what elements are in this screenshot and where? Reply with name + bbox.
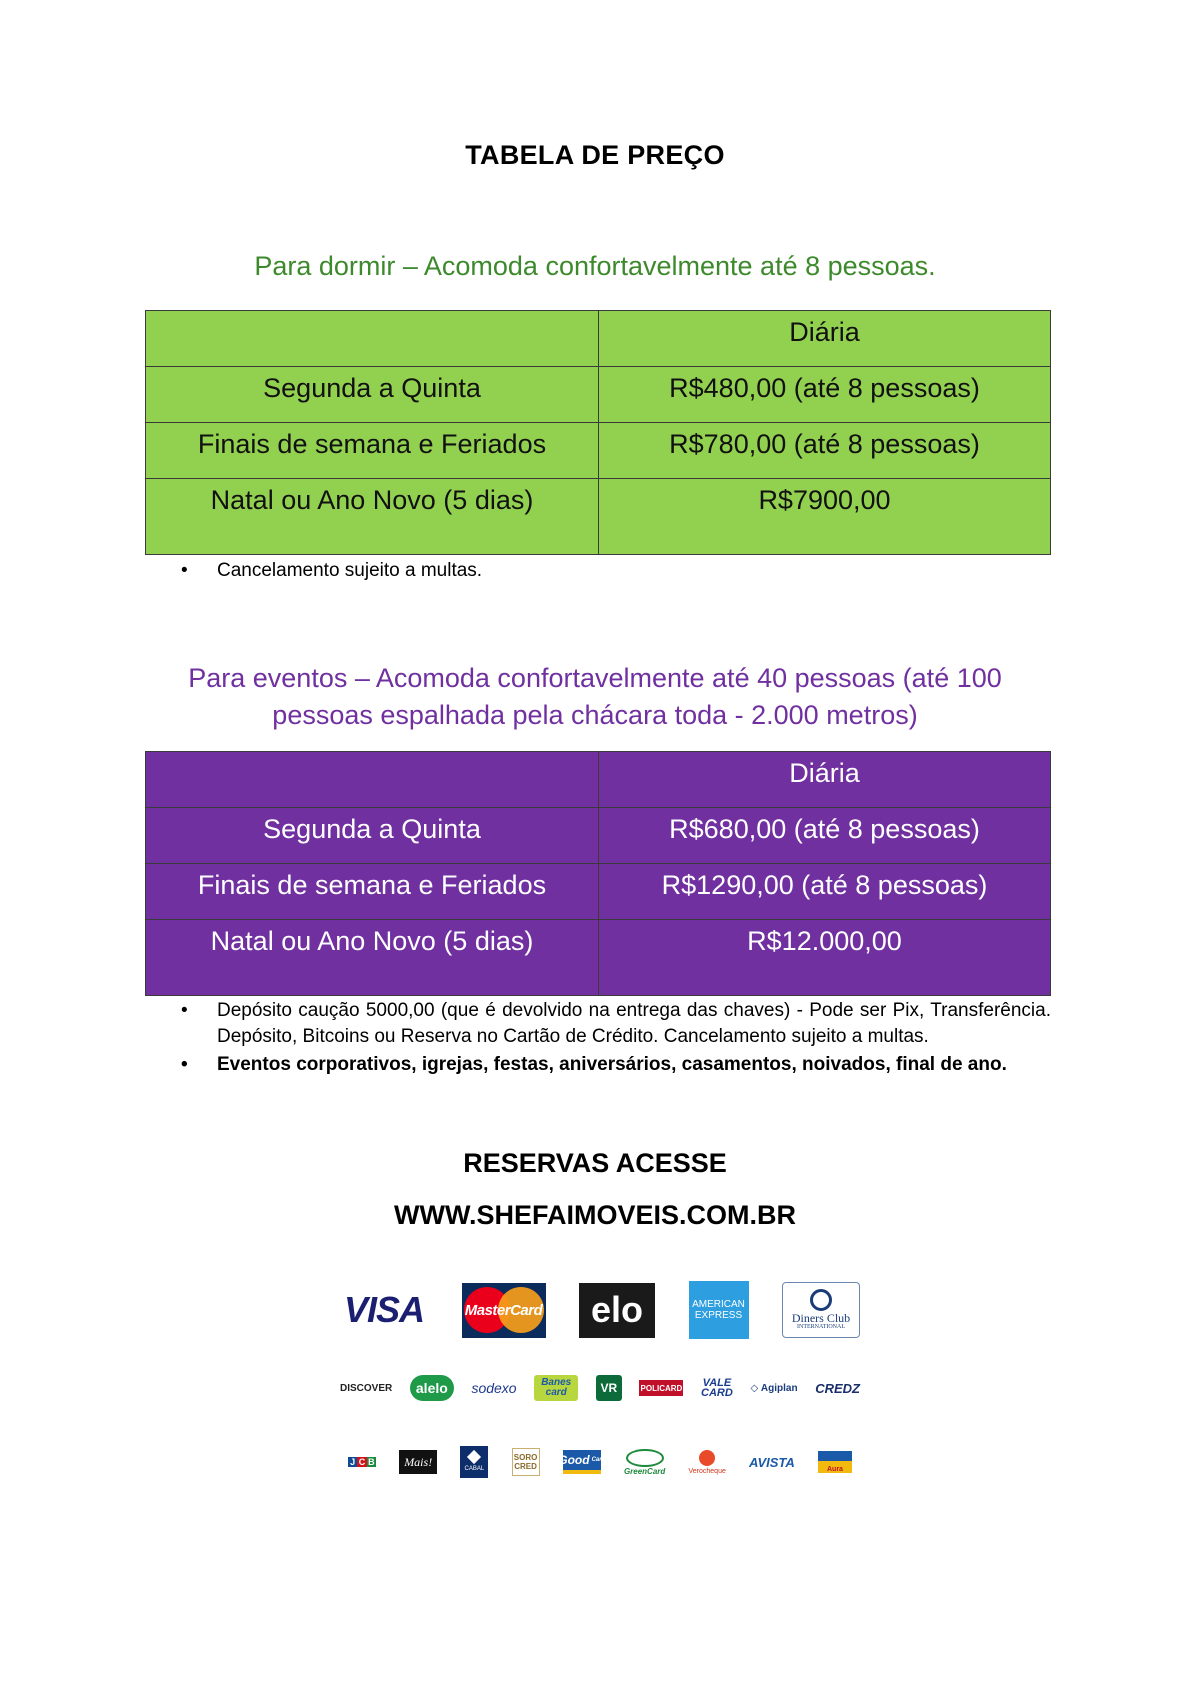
sorocred-logo: [512, 1448, 540, 1476]
valecard-logo: [701, 1378, 733, 1398]
period-label: Finais de semana e Feriados: [146, 423, 599, 479]
diners-logo-subtext: INTERNATIONAL: [797, 1324, 845, 1330]
agiplan-logo: [750, 1383, 797, 1394]
period-label: Natal ou Ano Novo (5 dias): [146, 920, 599, 996]
events-price-table: [145, 751, 1051, 996]
list-item: [145, 558, 1051, 584]
period-label: Natal ou Ano Novo (5 dias): [146, 479, 599, 555]
events-section-heading: Para eventos – Acomoda confortavelmente até 40 pessoas (até 100 pessoas espalhada pela chácara toda - 2.000 metros): [188, 663, 1002, 730]
goodcard-logo-subtext: Card: [591, 1457, 606, 1463]
events-notes-list: [145, 998, 1051, 1078]
price-value: R$780,00 (até 8 pessoas): [599, 423, 1051, 479]
bullet-icon: •: [181, 1054, 188, 1075]
avista-logo: AVISTA: [749, 1454, 795, 1470]
agiplan-diamond-icon: ◇: [750, 1382, 761, 1394]
greencard-logo: [624, 1449, 665, 1476]
diners-logo-text: Diners Club: [791, 1311, 851, 1325]
mastercard-logo: [462, 1283, 546, 1338]
price-value: R$7900,00: [599, 479, 1051, 555]
sleep-section-heading: Para dormir – Acomoda confortavelmente até 8 pessoas.: [254, 251, 936, 281]
table-row: [146, 367, 1051, 423]
sleep-notes-list: [145, 558, 1051, 584]
cabal-logo-text: CABAL: [464, 1466, 485, 1472]
table-header-row: [146, 752, 1051, 808]
verocheque-logo-text: Verocheque: [688, 1467, 726, 1475]
cabal-diamond-icon: [467, 1450, 481, 1464]
table-row: [146, 423, 1051, 479]
bullet-icon: •: [181, 1000, 188, 1021]
payment-logos-row-2: [340, 1370, 860, 1406]
greencard-ring-icon: [626, 1449, 664, 1467]
jcb-j-stripe: J: [348, 1457, 357, 1467]
jcb-c-stripe: C: [358, 1457, 366, 1467]
agiplan-logo-text: Agiplan: [760, 1382, 798, 1394]
table-header-row: [146, 311, 1051, 367]
table-header-cell: Diária: [599, 311, 1051, 367]
period-label: Finais de semana e Feriados: [146, 864, 599, 920]
price-value: R$480,00 (até 8 pessoas): [599, 367, 1051, 423]
reservations-heading: RESERVAS ACESSE: [463, 1148, 727, 1178]
table-row: [146, 808, 1051, 864]
discover-logo: DISCOVER: [340, 1382, 393, 1394]
mastercard-logo-text: MasterCard: [464, 1301, 543, 1319]
goodcard-logo-text: Good: [558, 1453, 590, 1467]
period-label: Segunda a Quinta: [146, 367, 599, 423]
price-value: R$680,00 (até 8 pessoas): [599, 808, 1051, 864]
mais-card-logo: Mais!: [399, 1450, 437, 1474]
diners-ring-icon: [810, 1289, 832, 1311]
banescard-logo-text-bottom: card: [545, 1387, 567, 1398]
vr-logo: VR: [596, 1375, 622, 1401]
table-row: [146, 920, 1051, 996]
list-item: [145, 1052, 1051, 1078]
price-value: R$1290,00 (até 8 pessoas): [599, 864, 1051, 920]
alelo-logo: alelo: [410, 1375, 454, 1401]
banescard-logo: [534, 1375, 578, 1401]
credz-logo: CREDZ: [815, 1380, 860, 1396]
table-header-cell: Diária: [599, 752, 1051, 808]
greencard-logo-text: GreenCard: [623, 1466, 666, 1476]
table-header-empty-cell: [146, 752, 599, 808]
visa-logo: VISA: [343, 1289, 425, 1330]
valecard-logo-text-bottom: CARD: [701, 1387, 733, 1399]
note-text: Cancelamento sujeito a multas.: [217, 560, 483, 581]
table-row: [146, 864, 1051, 920]
price-value: R$12.000,00: [599, 920, 1051, 996]
payment-logos-row-1: [340, 1280, 860, 1340]
elo-logo: elo: [579, 1283, 655, 1338]
note-text: Eventos corporativos, igrejas, festas, aniversários, casamentos, noivados, final de ano.: [217, 1054, 1007, 1075]
page-title: TABELA DE PREÇO: [465, 140, 725, 170]
banescard-logo-text-top: Banes: [541, 1377, 572, 1388]
payment-logos-row-3: [340, 1440, 860, 1484]
policard-logo: POLICARD: [639, 1380, 683, 1396]
table-row: [146, 479, 1051, 555]
sorocred-logo-text-top: SORO: [513, 1453, 538, 1462]
sorocred-logo-text-bottom: CRED: [514, 1462, 537, 1471]
amex-logo-text-bottom: EXPRESS: [694, 1310, 743, 1321]
reservations-website-link[interactable]: WWW.SHEFAIMOVEIS.COM.BR: [394, 1200, 796, 1230]
bullet-icon: •: [181, 560, 188, 581]
jcb-logo: [348, 1451, 376, 1473]
note-text: Depósito caução 5000,00 (que é devolvido na entrega das chaves) - Pode ser Pix, Transferência. Depósito, Bitcoins ou Reserva no Cartão de Crédito. Cancelamento sujeito a multas.: [217, 1000, 1051, 1047]
jcb-b-stripe: B: [368, 1457, 375, 1467]
period-label: Segunda a Quinta: [146, 808, 599, 864]
verocheque-ball-icon: [699, 1450, 715, 1466]
diners-club-logo: [782, 1282, 860, 1338]
amex-logo: [689, 1281, 749, 1339]
aura-logo: Aura: [818, 1451, 852, 1473]
sleep-price-table: [145, 310, 1051, 555]
sodexo-logo: sodexo: [471, 1380, 517, 1396]
table-header-empty-cell: [146, 311, 599, 367]
list-item: [145, 998, 1051, 1050]
goodcard-logo: [558, 1450, 606, 1474]
amex-logo-text-top: AMERICAN: [692, 1299, 745, 1310]
valecard-logo-text-top: VALE: [702, 1377, 732, 1389]
cabal-logo: [460, 1446, 488, 1478]
verocheque-logo: [688, 1450, 725, 1475]
